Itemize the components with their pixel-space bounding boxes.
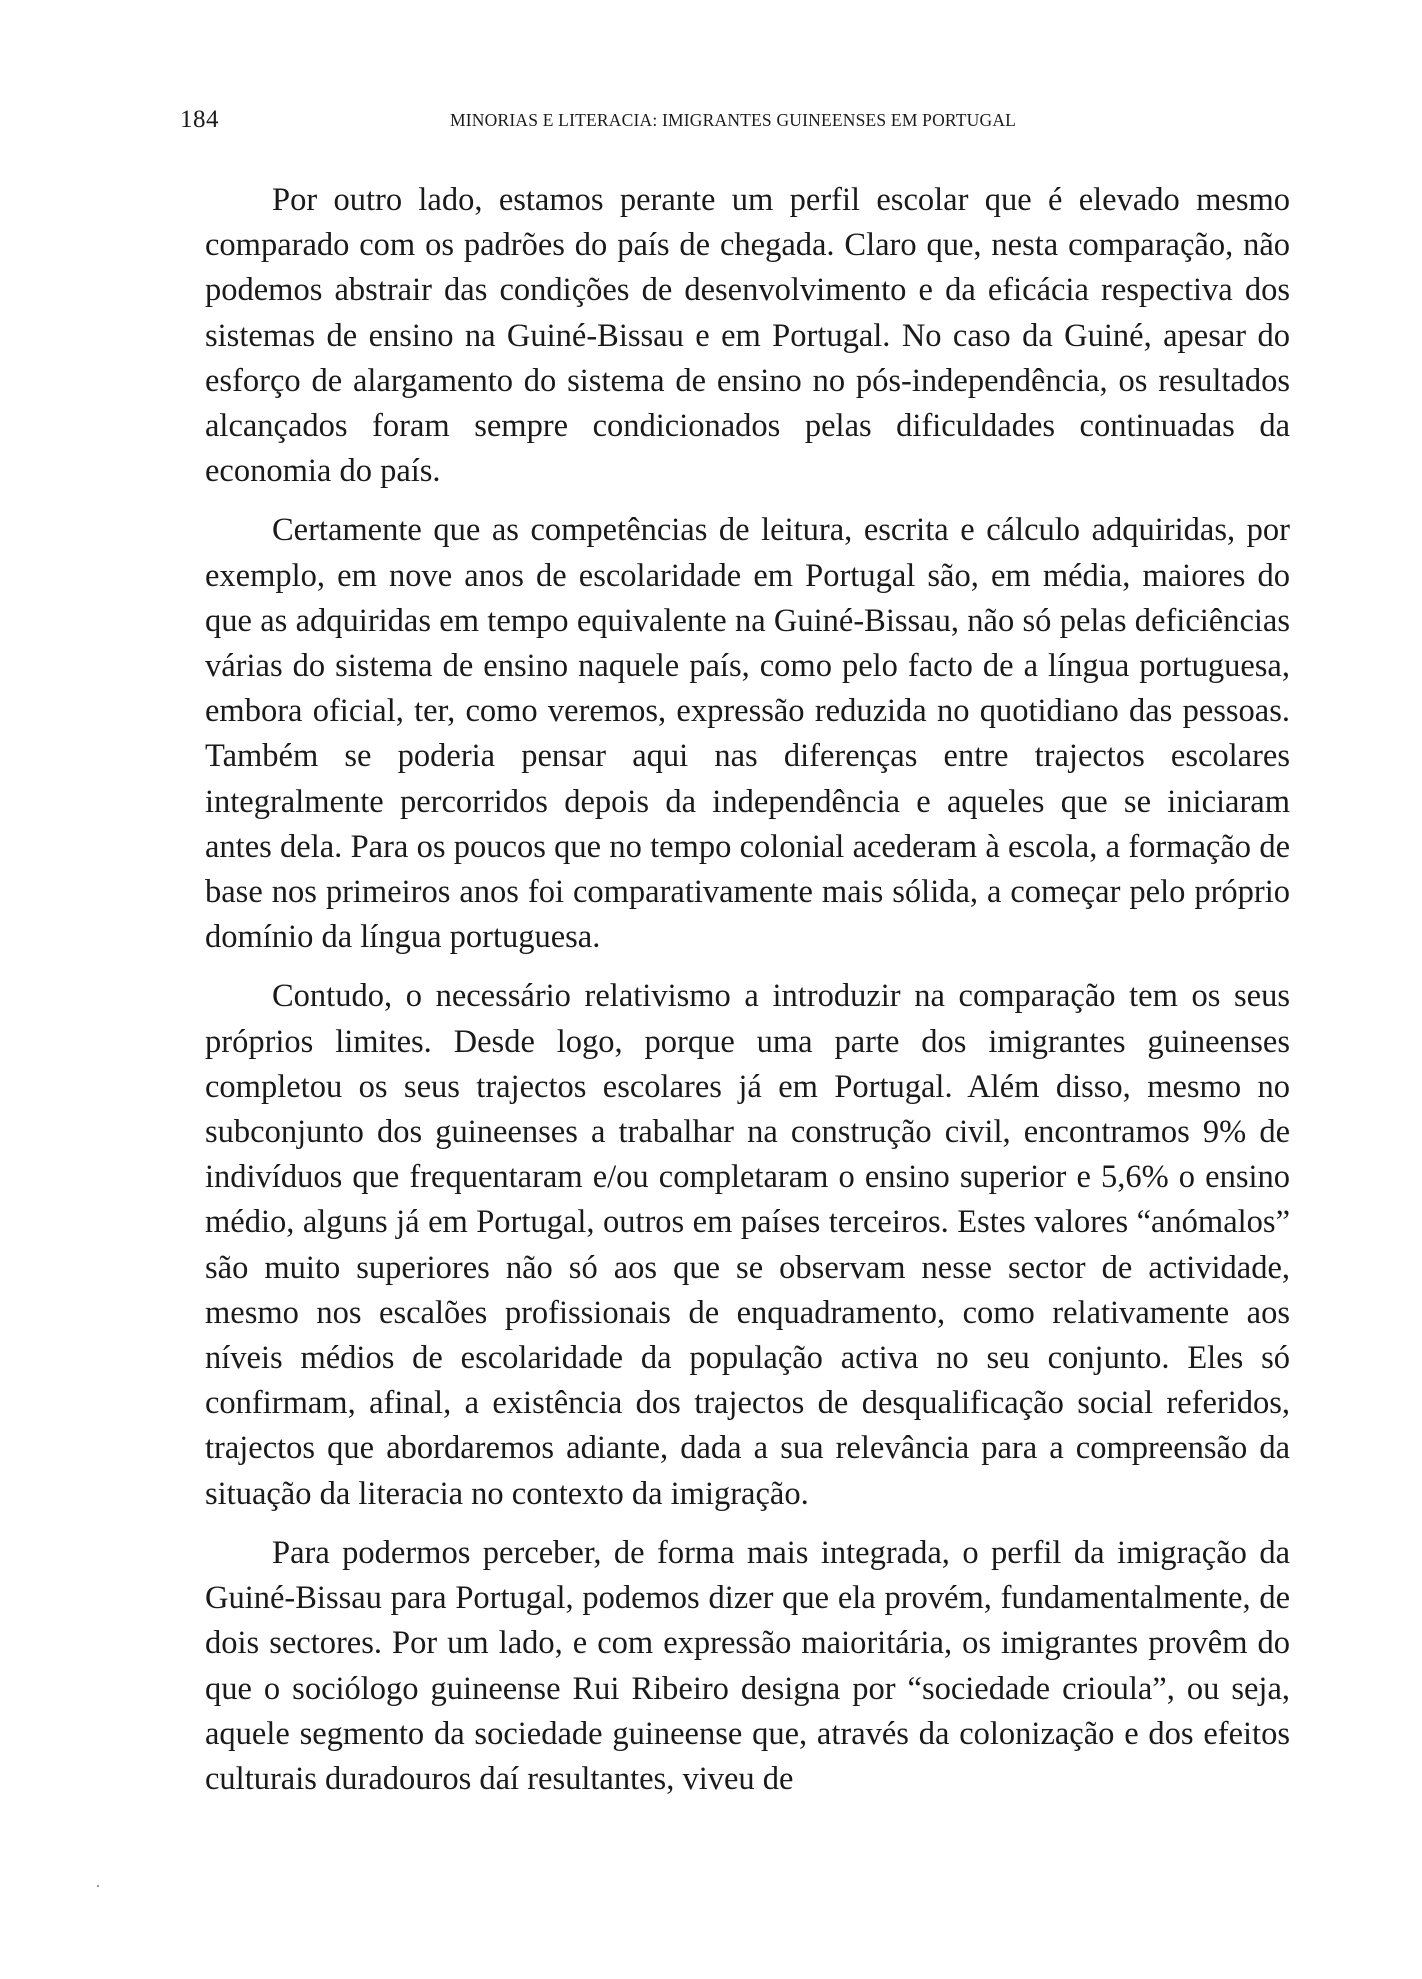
- paragraph: Contudo, o necessário relativismo a introduzir na comparação tem os seus próprios limites. Desde logo, porque uma parte dos imigrantes guineenses completou os seus trajectos escolares já em Portugal. Além disso, mesmo no subconjunto dos guineenses a trabalhar na construção civil, encontramos 9% de indivíduos que frequentaram e/ou completaram o ensino superior e 5,6% o ensino médio, alguns já em Portugal, outros em países terceiros. Estes valores “anómalos” são muito superiores não só aos que se observam nesse sector de actividade, mesmo nos escalões profissionais de enquadramento, como relativamente aos níveis médios de escolaridade da população activa no seu conjunto. Eles só confirmam, afinal, a existência dos trajectos de desqualificação social referidos, trajectos que abordaremos adiante, dada a sua relevância para a compreensão da situação da literacia no contexto da imigração.: [205, 978, 1290, 1512]
- paragraph: Por outro lado, estamos perante um perfil escolar que é elevado mesmo comparado com os padrões do país de chegada. Claro que, nesta comparação, não podemos abstrair das condições de desenvolvimento e da eficácia respectiva dos sistemas de ensino na Guiné-Bissau e em Portugal. No caso da Guiné, apesar do esforço de alargamento do sistema de ensino no pós-independência, os resultados alcançados foram sempre condicionados pelas dificuldades continuadas da economia do país.: [205, 182, 1290, 490]
- running-title: MINORIAS E LITERACIA: IMIGRANTES GUINEENSES EM PORTUGAL: [450, 110, 1017, 130]
- page-number: 184: [180, 106, 219, 133]
- paragraph: Certamente que as competências de leitura, escrita e cálculo adquiridas, por exemplo, em nove anos de escolaridade em Portugal são, em média, maiores do que as adquiridas em tempo equivalente na Guiné-Bissau, não só pelas deficiências várias do sistema de ensino naquele país, como pelo facto de a língua portuguesa, embora oficial, ter, como veremos, expressão reduzida no quotidiano das pessoas. Também se poderia pensar aqui nas diferenças entre trajectos escolares integralmente percorridos depois da independência e aqueles que se iniciaram antes dela. Para os poucos que no tempo colonial acederam à escola, a formação de base nos primeiros anos foi comparativamente mais sólida, a começar pelo próprio domínio da língua portuguesa.: [205, 512, 1290, 956]
- paragraph: Para podermos perceber, de forma mais integrada, o perfil da imigração da Guiné-Bissau para Portugal, podemos dizer que ela provém, fundamentalmente, de dois sectores. Por um lado, e com expressão maioritária, os imigrantes provêm do que o sociólogo guineense Rui Ribeiro designa por “sociedade crioula”, ou seja, aquele segmento da sociedade guineense que, através da colonização e dos efeitos culturais duradouros daí resultantes, viveu de: [205, 1534, 1290, 1797]
- scan-speck: [96, 1884, 100, 1888]
- body-text: [205, 178, 1290, 1816]
- running-header: [180, 106, 1290, 140]
